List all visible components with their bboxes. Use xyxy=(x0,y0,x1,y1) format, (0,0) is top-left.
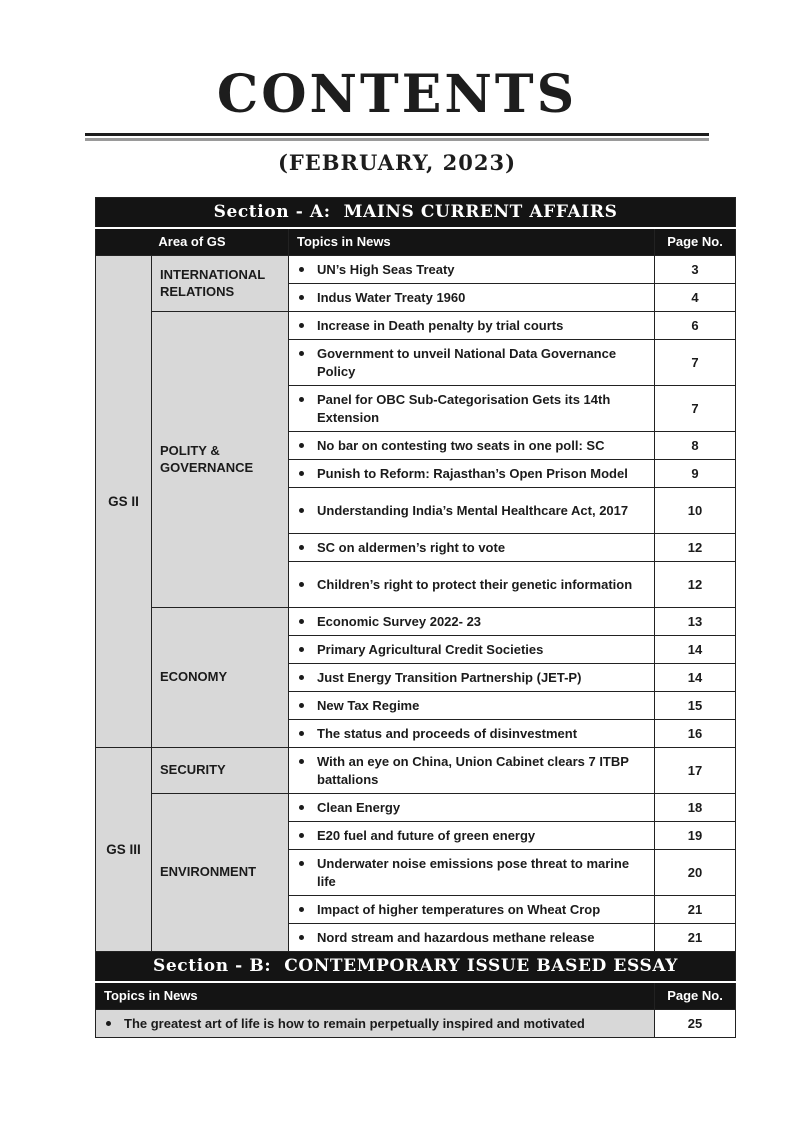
section-b-title: Section - B: CONTEMPORARY ISSUE BASED ESSAY xyxy=(96,952,736,982)
page-number-cell: 3 xyxy=(655,256,736,284)
topic-text: Indus Water Treaty 1960 xyxy=(317,289,466,305)
bullet-icon xyxy=(299,323,304,328)
topic-text: The status and proceeds of disinvestment xyxy=(317,725,578,741)
topic-text: Government to unveil National Data Governance Policy xyxy=(317,346,617,379)
category-cell-environment: ENVIRONMENT xyxy=(152,794,289,952)
topic-cell xyxy=(289,720,655,748)
bullet-icon xyxy=(299,907,304,912)
page-number-cell: 9 xyxy=(655,460,736,488)
topic-cell xyxy=(289,692,655,720)
bullet-icon xyxy=(299,861,304,866)
contents-table xyxy=(95,197,736,1038)
bullet-icon xyxy=(299,731,304,736)
topic-cell xyxy=(289,386,655,432)
category-cell-economy: ECONOMY xyxy=(152,608,289,748)
topic-text: Just Energy Transition Partnership (JET-P) xyxy=(317,669,582,685)
topic-text: Underwater noise emissions pose threat to marine life xyxy=(317,856,630,889)
topic-text: The greatest art of life is how to remain perpetually inspired and motivated xyxy=(124,1015,585,1031)
page-number-cell: 4 xyxy=(655,284,736,312)
topic-cell xyxy=(289,748,655,794)
section-a-title: Section - A: MAINS CURRENT AFFAIRS xyxy=(96,198,736,228)
category-cell-polity-governance: POLITY & GOVERNANCE xyxy=(152,312,289,608)
bullet-icon xyxy=(106,1021,111,1026)
topic-cell xyxy=(289,256,655,284)
section-b-band-row xyxy=(96,952,736,982)
topic-text: Economic Survey 2022- 23 xyxy=(317,613,482,629)
title-block xyxy=(0,0,794,175)
page-number-cell: 13 xyxy=(655,608,736,636)
page-number-cell: 14 xyxy=(655,664,736,692)
page-subtitle: (FEBRUARY, 2023) xyxy=(277,150,517,176)
topic-text: Punish to Reform: Rajasthan’s Open Prison Model xyxy=(317,465,628,481)
bullet-icon xyxy=(299,267,304,272)
gs-group-cell-gs3: GS III xyxy=(96,748,152,952)
topic-text: Impact of higher temperatures on Wheat Crop xyxy=(317,901,601,917)
topic-cell xyxy=(289,850,655,896)
page-number-cell: 10 xyxy=(655,488,736,534)
essay-topic-cell xyxy=(96,1010,655,1038)
section-a-band-row xyxy=(96,198,736,228)
topic-text: Primary Agricultural Credit Societies xyxy=(317,641,544,657)
gs-group-cell-gs2: GS II xyxy=(96,256,152,748)
topic-cell xyxy=(289,562,655,608)
page-number-cell: 21 xyxy=(655,924,736,952)
bullet-icon xyxy=(299,351,304,356)
topic-text: UN’s High Seas Treaty xyxy=(317,261,455,277)
page-title: CONTENTS xyxy=(216,64,578,125)
table-row xyxy=(96,256,736,284)
page-number-cell: 14 xyxy=(655,636,736,664)
column-header-topics-in-news-b: Topics in News xyxy=(96,982,655,1010)
topic-text: Understanding India’s Mental Healthcare Act, 2017 xyxy=(317,502,629,518)
column-header-area-of-gs: Area of GS xyxy=(96,228,289,256)
topic-cell xyxy=(289,488,655,534)
table-row xyxy=(96,794,736,822)
bullet-icon xyxy=(299,647,304,652)
topic-cell xyxy=(289,534,655,562)
topic-text: Nord stream and hazardous methane release xyxy=(317,929,595,945)
topic-cell xyxy=(289,924,655,952)
page-number-cell: 12 xyxy=(655,562,736,608)
topic-text: Panel for OBC Sub-Categorisation Gets its 14th Extension xyxy=(317,392,611,425)
bullet-icon xyxy=(299,935,304,940)
bullet-icon xyxy=(299,619,304,624)
page-number-cell: 7 xyxy=(655,386,736,432)
column-header-topics-in-news: Topics in News xyxy=(289,228,655,256)
topic-cell xyxy=(289,636,655,664)
topic-cell xyxy=(289,340,655,386)
page-number-cell: 16 xyxy=(655,720,736,748)
category-cell-security: SECURITY xyxy=(152,748,289,794)
topic-text: E20 fuel and future of green energy xyxy=(317,827,536,843)
page-number-cell: 12 xyxy=(655,534,736,562)
topic-cell xyxy=(289,460,655,488)
column-header-page-no-b: Page No. xyxy=(655,982,736,1010)
bullet-icon xyxy=(299,295,304,300)
topic-text: No bar on contesting two seats in one poll: SC xyxy=(317,437,605,453)
bullet-icon xyxy=(299,397,304,402)
topic-text: SC on aldermen’s right to vote xyxy=(317,539,506,555)
bullet-icon xyxy=(299,703,304,708)
page-number-cell: 15 xyxy=(655,692,736,720)
page-number-cell: 19 xyxy=(655,822,736,850)
topic-text: With an eye on China, Union Cabinet clears 7 ITBP battalions xyxy=(317,754,629,787)
topic-text: Increase in Death penalty by trial courts xyxy=(317,317,564,333)
bullet-icon xyxy=(299,545,304,550)
table-row xyxy=(96,1010,736,1038)
page-number-cell: 8 xyxy=(655,432,736,460)
page-number-cell: 25 xyxy=(655,1010,736,1038)
bullet-icon xyxy=(299,508,304,513)
page-number-cell: 20 xyxy=(655,850,736,896)
topic-text: Clean Energy xyxy=(317,799,401,815)
bullet-icon xyxy=(299,805,304,810)
topic-cell xyxy=(289,794,655,822)
page-number-cell: 7 xyxy=(655,340,736,386)
category-cell-international-relations: INTERNATIONAL RELATIONS xyxy=(152,256,289,312)
table-row xyxy=(96,312,736,340)
bullet-icon xyxy=(299,443,304,448)
section-b-header-row xyxy=(96,982,736,1010)
topic-cell xyxy=(289,896,655,924)
section-a-header-row xyxy=(96,228,736,256)
table-row xyxy=(96,608,736,636)
title-divider xyxy=(85,133,709,141)
page-number-cell: 21 xyxy=(655,896,736,924)
page-number-cell: 6 xyxy=(655,312,736,340)
bullet-icon xyxy=(299,675,304,680)
topic-cell xyxy=(289,432,655,460)
topic-text: Children’s right to protect their genetic information xyxy=(317,576,633,592)
page-number-cell: 17 xyxy=(655,748,736,794)
topic-cell xyxy=(289,664,655,692)
column-header-page-no: Page No. xyxy=(655,228,736,256)
topic-text: New Tax Regime xyxy=(317,697,420,713)
topic-cell xyxy=(289,822,655,850)
page-number-cell: 18 xyxy=(655,794,736,822)
topic-cell xyxy=(289,608,655,636)
bullet-icon xyxy=(299,582,304,587)
table-row xyxy=(96,748,736,794)
topic-cell xyxy=(289,312,655,340)
topic-cell xyxy=(289,284,655,312)
bullet-icon xyxy=(299,833,304,838)
bullet-icon xyxy=(299,759,304,764)
bullet-icon xyxy=(299,471,304,476)
